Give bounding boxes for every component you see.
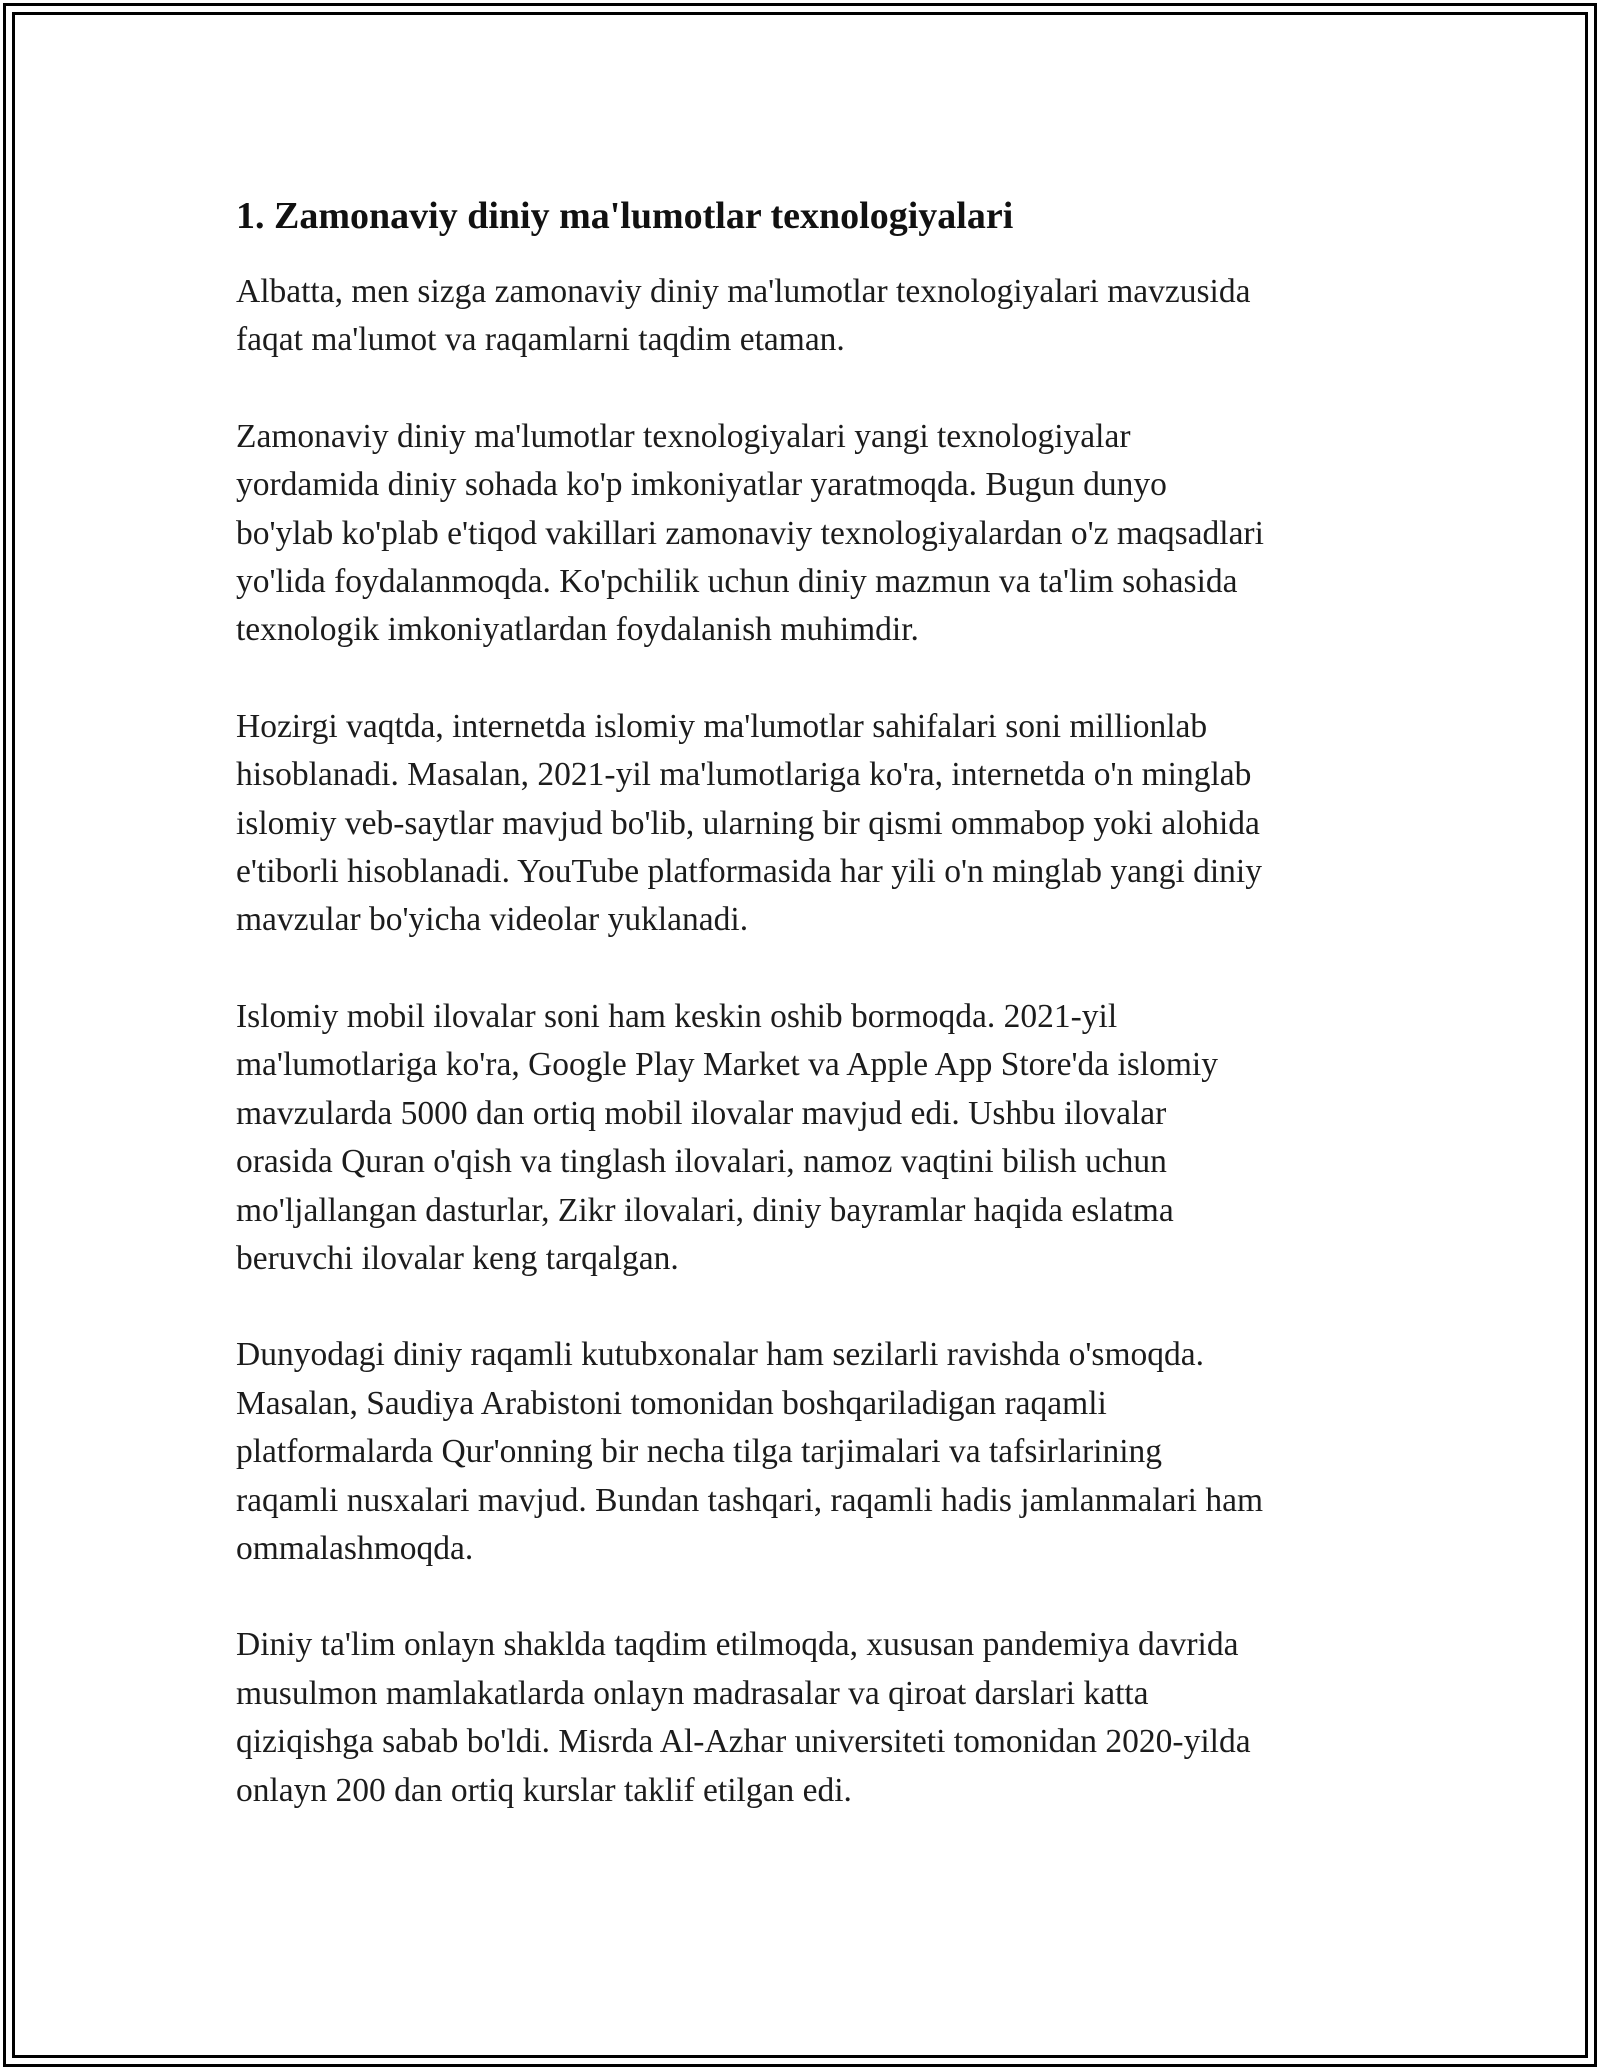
paragraph-line: bo'ylab ko'plab e'tiqod vakillari zamonaviy texnologiyalardan o'z maqsadlari <box>236 514 1264 552</box>
paragraph-line: Masalan, Saudiya Arabistoni tomonidan boshqariladigan raqamli <box>236 1384 1107 1422</box>
paragraph-line: hisoblanadi. Masalan, 2021-yil ma'lumotlariga ko'ra, internetda o'n minglab <box>236 756 1252 794</box>
paragraph-line: qiziqishga sabab bo'ldi. Misrda Al-Azhar universiteti tomonidan 2020-yilda <box>236 1723 1251 1761</box>
paragraph-line: platformalarda Qur'onning bir necha tilga tarjimalari va tafsirlarining <box>236 1433 1163 1471</box>
paragraph-6 <box>236 1621 1376 1815</box>
paragraph-line: yo'lida foydalanmoqda. Ko'pchilik uchun diniy mazmun va ta'lim sohasida <box>236 563 1238 601</box>
paragraph-line: raqamli nusxalari mavjud. Bundan tashqari, raqamli hadis jamlanmalari ham <box>236 1481 1264 1519</box>
paragraph-line: mo'ljallangan dasturlar, Zikr ilovalari, diniy bayramlar haqida eslatma <box>236 1191 1174 1229</box>
paragraph-line: Dunyodagi diniy raqamli kutubxonalar ham sezilarli ravishda o'smoqda. <box>236 1336 1204 1374</box>
paragraph-line: Islomiy mobil ilovalar soni ham keskin oshib bormoqda. 2021-yil <box>236 997 1118 1035</box>
paragraph-5 <box>236 1331 1376 1573</box>
paragraph-line: Diniy ta'lim onlayn shaklda taqdim etilmoqda, xususan pandemiya davrida <box>236 1626 1239 1664</box>
paragraph-line: mavzular bo'yicha videolar yuklanadi. <box>236 901 749 939</box>
paragraph-line: islomiy veb-saytlar mavjud bo'lib, ularning bir qismi ommabop yoki alohida <box>236 804 1260 842</box>
paragraph-line: beruvchi ilovalar keng tarqalgan. <box>236 1239 679 1277</box>
paragraph-line: yordamida diniy sohada ko'p imkoniyatlar yaratmoqda. Bugun dunyo <box>236 466 1167 504</box>
paragraph-3 <box>236 703 1376 945</box>
paragraph-line: e'tiborli hisoblanadi. YouTube platformasida har yili o'n minglab yangi diniy <box>236 853 1262 891</box>
paragraph-2 <box>236 413 1376 655</box>
paragraph-1 <box>236 268 1376 365</box>
document-body <box>236 190 1376 1863</box>
paragraph-line: Albatta, men sizga zamonaviy diniy ma'lumotlar texnologiyalari mavzusida <box>236 273 1251 310</box>
paragraph-line: Zamonaviy diniy ma'lumotlar texnologiyalari yangi texnologiyalar <box>236 417 1131 455</box>
paragraph-line: orasida Quran o'qish va tinglash ilovalari, namoz vaqtini bilish uchun <box>236 1143 1167 1181</box>
section-heading: 1. Zamonaviy diniy ma'lumotlar texnologiyalari <box>236 195 1014 237</box>
paragraph-line: ma'lumotlariga ko'ra, Google Play Market va Apple App Store'da islomiy <box>236 1046 1218 1084</box>
paragraph-line: texnologik imkoniyatlardan foydalanish muhimdir. <box>236 611 919 649</box>
paragraph-line: mavzularda 5000 dan ortiq mobil ilovalar mavjud edi. Ushbu ilovalar <box>236 1094 1167 1132</box>
paragraph-line: onlayn 200 dan ortiq kurslar taklif etilgan edi. <box>236 1771 852 1809</box>
paragraph-line: musulmon mamlakatlarda onlayn madrasalar va qiroat darslari katta <box>236 1674 1149 1712</box>
paragraph-4 <box>236 993 1376 1283</box>
paragraph-line: Hozirgi vaqtda, internetda islomiy ma'lumotlar sahifalari soni millionlab <box>236 707 1208 745</box>
paragraph-line: ommalashmoqda. <box>236 1529 474 1567</box>
paragraph-line: faqat ma'lumot va raqamlarni taqdim etaman. <box>236 321 845 359</box>
